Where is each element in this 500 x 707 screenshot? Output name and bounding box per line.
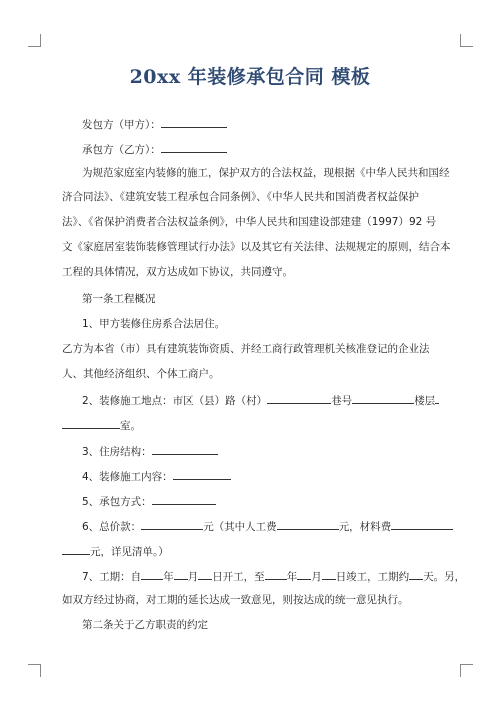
street-blank[interactable] <box>267 392 331 404</box>
intro-line-5: 工程的具体情况，双方达成如下协议，共同遵守。 <box>62 266 293 278</box>
item-1b-line-1: 乙方为本省（市）具有建筑装饰资质、并经工商行政管理机关核准登记的企业法 <box>62 343 430 355</box>
duration-blank[interactable] <box>409 568 423 580</box>
start-year-blank[interactable] <box>141 568 163 580</box>
item-6-yuan1: 元（其中人工费 <box>203 521 277 533</box>
item-7-year-1: 年 <box>163 571 174 583</box>
item-6-yuan2: 元，材料费 <box>338 521 392 533</box>
item-7-year-2: 年 <box>286 571 298 583</box>
contract-mode-blank[interactable] <box>152 493 216 505</box>
crop-mark-bottom-right <box>460 664 473 677</box>
crop-mark-bottom-left <box>28 664 41 677</box>
item-6-line-2 <box>62 543 169 559</box>
floor-blank[interactable] <box>435 392 439 404</box>
item-2-room: 室。 <box>120 420 141 432</box>
item-4-label: 4、装修施工内容： <box>82 471 173 483</box>
item-1b-line-2: 人、其他经济组织、个体工商户。 <box>62 368 220 380</box>
intro-line-2: 济合同法》、《建筑安装工程承包合同条例》、《中华人民共和国消费者权益保护 <box>62 191 419 203</box>
item-2-line-1 <box>82 392 439 408</box>
party-b-label: 承包方（乙方）： <box>82 144 161 156</box>
item-2-floor: 楼层 <box>414 395 436 407</box>
crop-mark-top-left <box>28 34 41 47</box>
start-month-blank[interactable] <box>174 568 188 580</box>
material-cost-blank-cont[interactable] <box>62 543 90 555</box>
item-1: 1、甲方装修住房系合法居住。 <box>82 318 226 330</box>
item-3-label: 3、住房结构： <box>82 446 152 458</box>
item-7-month-2: 月 <box>311 571 322 583</box>
item-7-p1: 7、工期：自 <box>82 571 142 583</box>
item-3 <box>82 443 218 459</box>
item-2-lane: 巷号 <box>331 395 353 407</box>
intro-line-4: 文《家庭居室装饰装修管理试行办法》以及其它有关法律、法规规定的原则，结合本 <box>62 241 451 253</box>
party-b-blank[interactable] <box>161 141 227 153</box>
item-6-label: 6、总价款： <box>82 521 142 533</box>
item-7-line-2: 如双方经过协商，对工期的延长达成一致意见，则按达成的统一意见执行。 <box>62 594 409 606</box>
item-4 <box>82 468 231 484</box>
party-a-line <box>82 116 227 132</box>
item-2-label: 2、装修施工地点：市区（县）路（村） <box>82 395 268 407</box>
party-b-line <box>82 141 227 157</box>
item-7-line-1 <box>82 568 465 584</box>
start-day-blank[interactable] <box>198 568 212 580</box>
material-cost-blank[interactable] <box>391 518 453 530</box>
article-2-heading: 第二条关于乙方职责的约定 <box>82 619 208 631</box>
party-a-blank[interactable] <box>161 116 227 128</box>
party-a-label: 发包方（甲方）： <box>82 119 161 131</box>
intro-line-3: 法》、《省保护消费者合法权益条例》，中华人民共和国建设部建建（1997）92 号 <box>62 216 437 228</box>
end-year-blank[interactable] <box>265 568 287 580</box>
intro-line-1: 为规范家庭室内装修的施工，保护双方的合法权益，现根据《中华人民共和国经 <box>82 167 450 179</box>
item-7-start: 日开工，至 <box>212 571 265 583</box>
room-blank[interactable] <box>62 417 120 429</box>
item-5-label: 5、承包方式： <box>82 496 152 508</box>
crop-mark-top-right <box>460 34 473 47</box>
item-7-days: 天。另， <box>423 571 466 583</box>
item-7-end: 日竣工，工期约 <box>335 571 410 583</box>
structure-blank[interactable] <box>152 443 218 455</box>
item-7-month-1: 月 <box>187 571 199 583</box>
item-5 <box>82 493 216 509</box>
item-2-line-2 <box>62 417 141 433</box>
content-blank[interactable] <box>173 468 231 480</box>
item-6-line-1 <box>82 518 453 534</box>
lane-number-blank[interactable] <box>352 392 414 404</box>
end-month-blank[interactable] <box>297 568 311 580</box>
item-6-yuan3: 元，详见清单。） <box>90 546 169 558</box>
labor-cost-blank[interactable] <box>277 518 339 530</box>
end-day-blank[interactable] <box>322 568 336 580</box>
article-1-heading: 第一条工程概况 <box>82 293 156 305</box>
total-price-blank[interactable] <box>141 518 203 530</box>
document-title: 20xx 年装修承包合同 模板 <box>129 66 371 88</box>
